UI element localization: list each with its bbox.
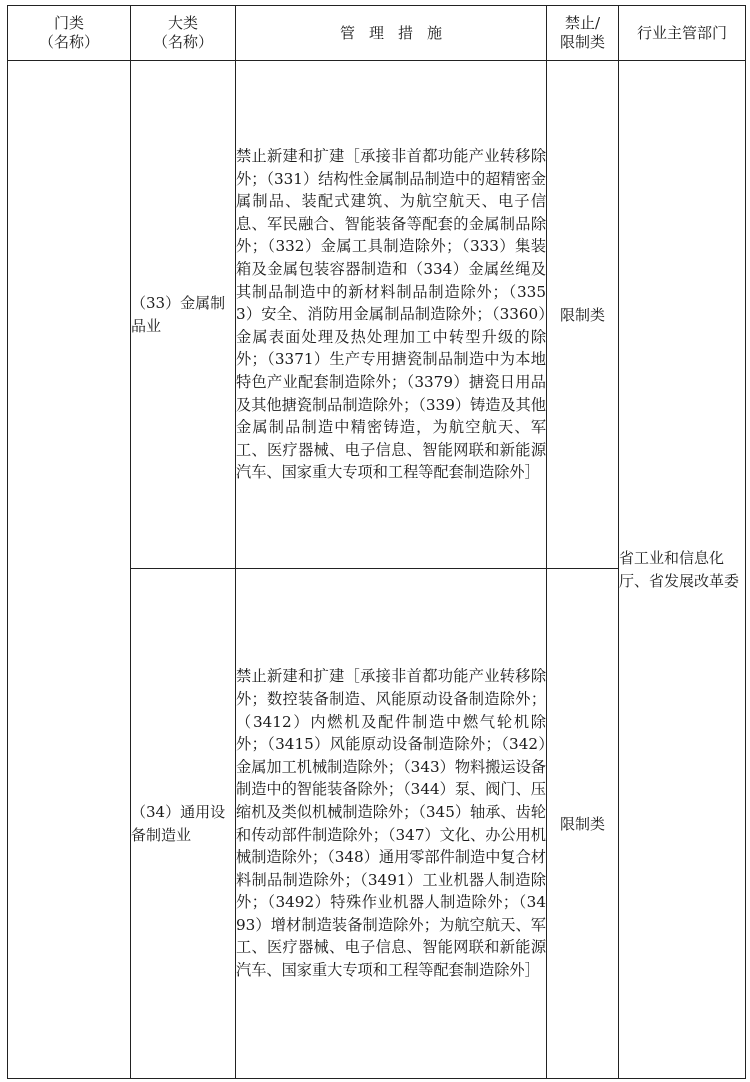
limit-type-cell: 限制类	[547, 61, 619, 569]
measure-cell: 禁止新建和扩建［承接非首都功能产业转移除外；（331）结构性金属制品制造中的超精密金属制品、装配式建筑、为航空航天、电子信息、军民融合、智能装备等配套的金属制品除外；（332）金属工具制造除外；（333）集装箱及金属包装容器制造和（334）金属丝绳及其制品制造中的新材料制品制造除外；（3353）安全、消防用金属制品制造除外；（3360）金属表面处理及热处理加工中转型升级的除外；（3371）生产专用搪瓷制品制造中为本地特色产业配套制造除外；（3379）搪瓷日用品及其他搪瓷制品制造除外；（339）铸造及其他金属制品制造中精密铸造，为航空航天、军工、医疗器械、电子信息、智能网联和新能源汽车、国家重大专项和工程等配套制造除外］	[236, 61, 547, 569]
header-limit-type: 禁止/ 限制类	[547, 6, 619, 61]
header-department: 行业主管部门	[619, 6, 746, 61]
header-category-major: 大类 （名称）	[131, 6, 236, 61]
header-category-door: 门类 （名称）	[8, 6, 131, 61]
header-row	[8, 6, 746, 61]
door-category-cell	[8, 61, 131, 1079]
department-cell: 省工业和信息化厅、省发展改革委	[619, 61, 746, 1079]
category-cell: （34）通用设备制造业	[131, 569, 236, 1079]
policy-table	[7, 5, 746, 1079]
limit-type-cell: 限制类	[547, 569, 619, 1079]
table-row	[8, 61, 746, 569]
measure-cell: 禁止新建和扩建［承接非首都功能产业转移除外；数控装备制造、风能原动设备制造除外；（3412）内燃机及配件制造中燃气轮机除外；（3415）风能原动设备制造除外；（342）金属加工机械制造除外；（343）物料搬运设备制造中的智能装备除外；（344）泵、阀门、压缩机及类似机械制造除外；（345）轴承、齿轮和传动部件制造除外；（347）文化、办公用机械制造除外；（348）通用零部件制造中复合材料制品制造除外；（3491）工业机器人制造除外；（3492）特殊作业机器人制造除外；（3493）增材制造装备制造除外；为航空航天、军工、医疗器械、电子信息、智能网联和新能源汽车、国家重大专项和工程等配套制造除外］	[236, 569, 547, 1079]
category-cell: （33）金属制品业	[131, 61, 236, 569]
header-measures: 管理措施	[236, 6, 547, 61]
